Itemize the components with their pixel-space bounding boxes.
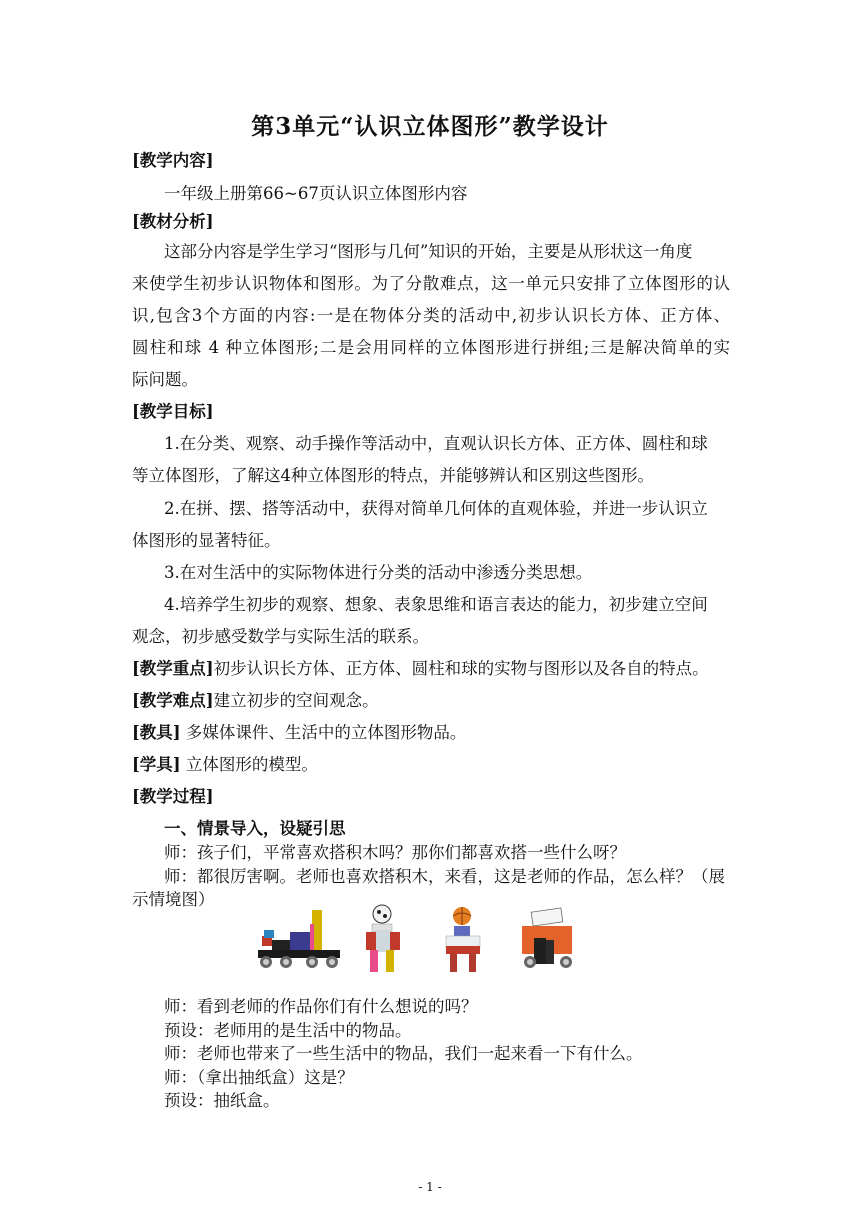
goal-line: 3.在对生活中的实际物体进行分类的活动中渗透分类思想。 bbox=[164, 563, 593, 582]
block-robot-figure bbox=[366, 905, 400, 972]
key-points-text: 初步认识长方体、正方体、圆柱和球的实物与图形以及各自的特点。 bbox=[213, 659, 709, 678]
heading-key-points: [教学重点] bbox=[132, 659, 214, 678]
teaching-content-text: 一年级上册第66~67页认识立体图形内容 bbox=[164, 184, 468, 203]
heading-difficulty: [教学难点] bbox=[132, 691, 214, 710]
block-ball-figure bbox=[446, 907, 480, 972]
block-truck-figure bbox=[258, 910, 340, 968]
dialogue-line: 师：老师也带来了一些生活中的物品，我们一起来看一下有什么。 bbox=[164, 1044, 643, 1063]
document-title: 第3单元“认识立体图形”教学设计 bbox=[251, 113, 609, 140]
goal-line: 4.培养学生初步的观察、想象、表象思维和语言表达的能力，初步建立空间 bbox=[164, 595, 708, 614]
heading-teaching-process: [教学过程] bbox=[132, 787, 214, 806]
section-1-heading: 一、情景导入，设疑引思 bbox=[164, 819, 346, 838]
heading-material-analysis: [教材分析] bbox=[132, 212, 214, 231]
student-tools-text: 立体图形的模型。 bbox=[180, 755, 318, 774]
goal-line: 2.在拼、摆、搭等活动中，获得对简单几何体的直观体验，并进一步认识立 bbox=[164, 499, 708, 518]
dialogue-line: 示情境图） bbox=[132, 890, 215, 909]
dialogue-line: 预设：老师用的是生活中的物品。 bbox=[164, 1021, 412, 1040]
block-box-car-figure bbox=[522, 908, 572, 968]
heading-teaching-content: [教学内容] bbox=[132, 151, 214, 170]
heading-student-tools: [学具] bbox=[132, 755, 181, 774]
analysis-line: 圆柱和球 4 种立体图形;二是会用同样的立体图形进行拼组;三是解决简单的实 bbox=[132, 338, 730, 357]
dialogue-line: 师：孩子们，平常喜欢搭积木吗？那你们都喜欢搭一些什么呀？ bbox=[164, 843, 626, 862]
analysis-line: 来使学生初步认识物体和图形。为了分散难点，这一单元只安排了立体图形的认 bbox=[132, 274, 730, 293]
analysis-line: 识,包含3个方面的内容:一是在物体分类的活动中,初步认识长方体、正方体、 bbox=[132, 306, 730, 325]
page-number: - 1 - bbox=[418, 1180, 442, 1194]
analysis-line: 际问题。 bbox=[132, 370, 198, 389]
difficulty-text: 建立初步的空间观念。 bbox=[213, 691, 379, 710]
goal-line: 观念，初步感受数学与实际生活的联系。 bbox=[132, 627, 429, 646]
heading-teaching-goals: [教学目标] bbox=[132, 402, 214, 421]
dialogue-line: 师：（拿出抽纸盒）这是？ bbox=[164, 1068, 354, 1087]
dialogue-line: 预设：抽纸盒。 bbox=[164, 1091, 280, 1110]
teaching-tools-text: 多媒体课件、生活中的立体图形物品。 bbox=[180, 723, 467, 742]
goal-line: 等立体图形，了解这4种立体图形的特点，并能够辨认和区别这些图形。 bbox=[132, 466, 654, 485]
student-tools-row bbox=[132, 753, 318, 777]
goal-line: 体图形的显著特征。 bbox=[132, 531, 281, 550]
dialogue-line: 师：都很厉害啊。老师也喜欢搭积木，来看，这是老师的作品，怎么样？（展 bbox=[164, 867, 725, 886]
difficulty-row bbox=[132, 689, 379, 713]
heading-teaching-tools: [教具] bbox=[132, 723, 181, 742]
teaching-tools-row bbox=[132, 721, 466, 745]
building-blocks-illustration bbox=[250, 898, 580, 974]
analysis-line: 这部分内容是学生学习“图形与几何”知识的开始，主要是从形状这一角度 bbox=[164, 242, 693, 261]
goal-line: 1.在分类、观察、动手操作等活动中，直观认识长方体、正方体、圆柱和球 bbox=[164, 434, 708, 453]
key-points-row bbox=[132, 657, 709, 681]
dialogue-line: 师：看到老师的作品你们有什么想说的吗？ bbox=[164, 997, 478, 1016]
